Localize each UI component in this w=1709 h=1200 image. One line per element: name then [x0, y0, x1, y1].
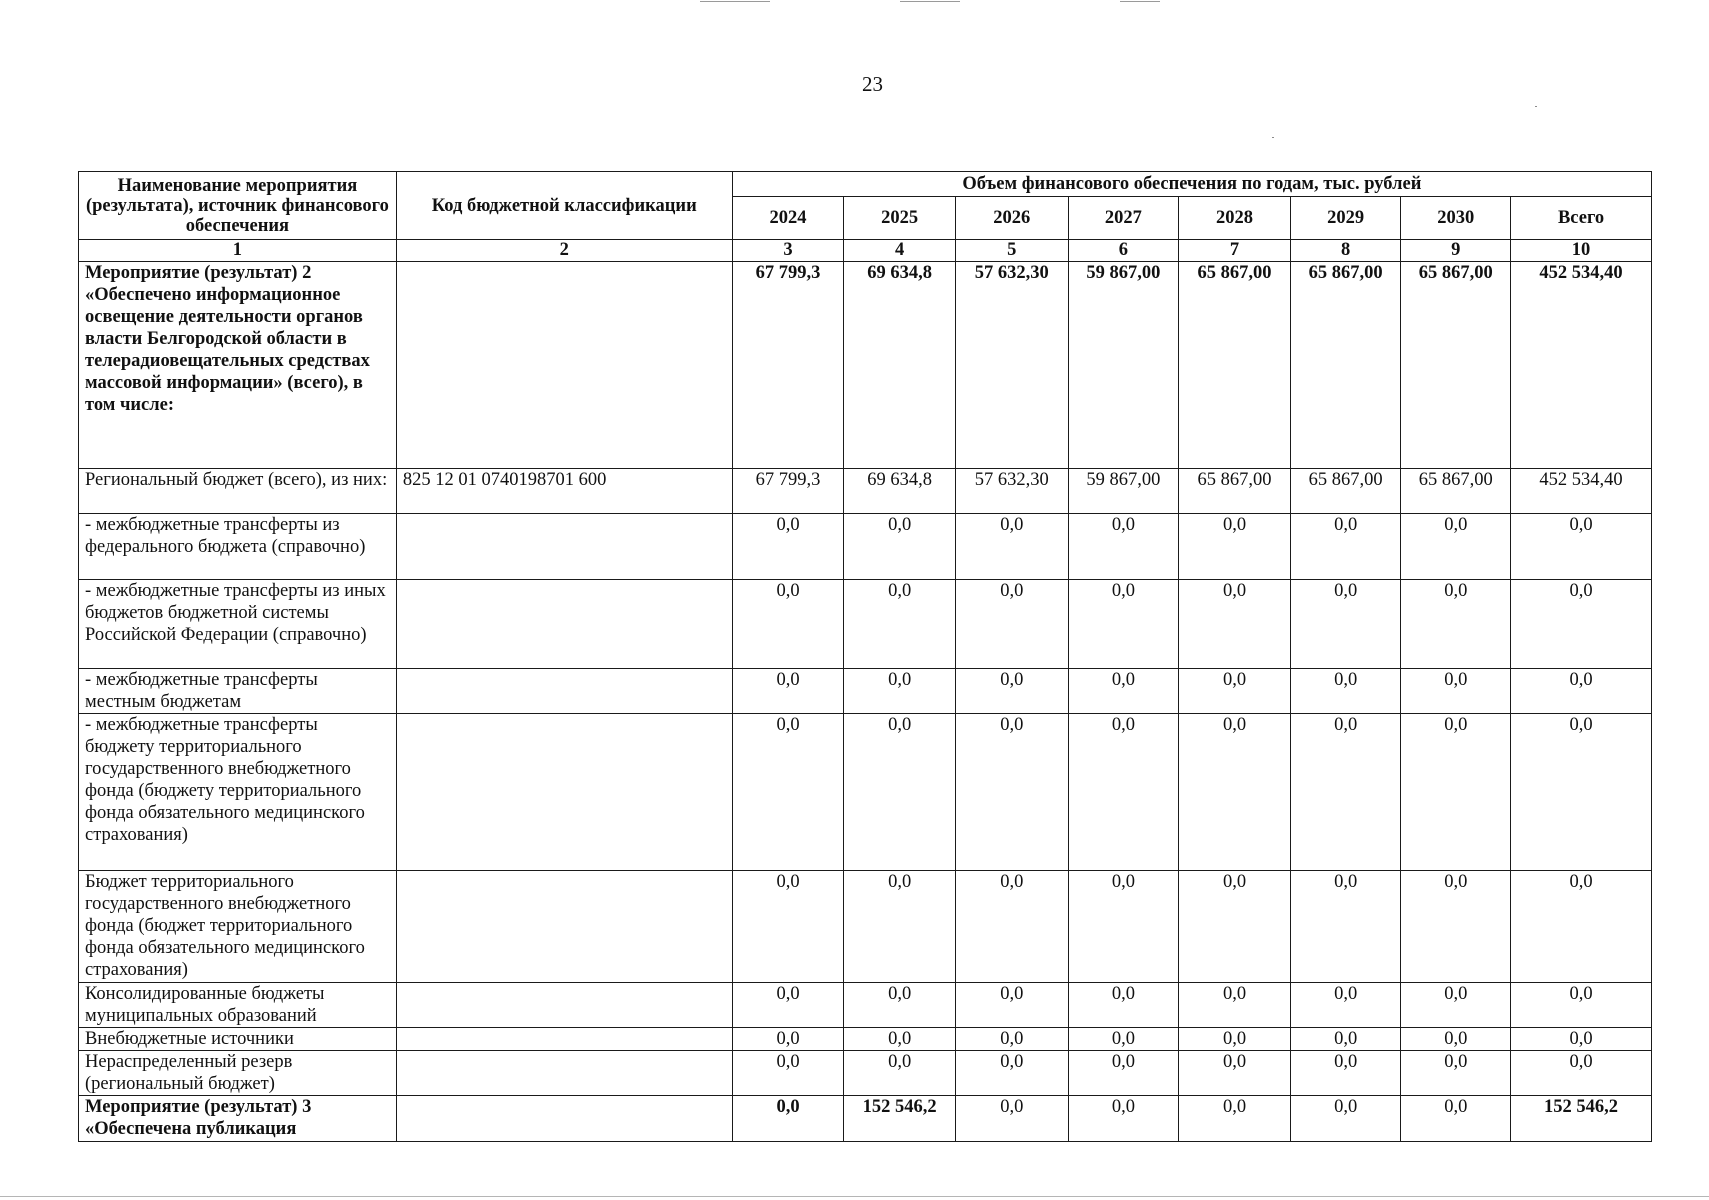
row-year-value: 0,0 — [844, 1051, 956, 1096]
row-name: - межбюджетные трансферты бюджету территориального государственного внебюджетного фонда (бюджету территориального фонда обязательного медицинского страхования) — [79, 714, 397, 871]
row-year-value: 59 867,00 — [1068, 262, 1179, 469]
row-year-value: 0,0 — [844, 1028, 956, 1051]
table-row — [79, 1028, 1652, 1051]
row-budget-code — [396, 1096, 732, 1142]
header-code: Код бюджетной классификации — [396, 172, 732, 240]
row-year-value: 0,0 — [1290, 514, 1401, 580]
row-budget-code — [396, 580, 732, 669]
header-year: 2026 — [955, 197, 1068, 240]
row-year-value: 0,0 — [732, 1028, 844, 1051]
row-year-value: 0,0 — [1290, 1096, 1401, 1142]
row-year-value: 0,0 — [1068, 669, 1179, 714]
row-budget-code — [396, 262, 732, 469]
row-total-value: 0,0 — [1511, 983, 1652, 1028]
row-budget-code — [396, 514, 732, 580]
row-year-value: 0,0 — [1068, 1096, 1179, 1142]
row-name: - межбюджетные трансферты из иных бюджетов бюджетной системы Российской Федерации (справочно) — [79, 580, 397, 669]
row-year-value: 0,0 — [1179, 1051, 1291, 1096]
row-year-value: 0,0 — [955, 714, 1068, 871]
row-name: Мероприятие (результат) 2 «Обеспечено информационное освещение деятельности органов власти Белгородской области в телерадиовещательных средствах массовой информации» (всего), в том числе: — [79, 262, 397, 469]
row-year-value: 0,0 — [1290, 1051, 1401, 1096]
row-year-value: 0,0 — [955, 1028, 1068, 1051]
row-year-value: 69 634,8 — [844, 469, 956, 514]
row-year-value: 0,0 — [1179, 871, 1291, 983]
row-year-value: 0,0 — [1179, 714, 1291, 871]
row-total-value: 0,0 — [1511, 1028, 1652, 1051]
row-year-value: 65 867,00 — [1290, 262, 1401, 469]
row-budget-code — [396, 1028, 732, 1051]
row-year-value: 67 799,3 — [732, 262, 844, 469]
header-year: 2027 — [1068, 197, 1179, 240]
row-budget-code — [396, 1051, 732, 1096]
row-year-value: 0,0 — [1068, 514, 1179, 580]
column-number: 7 — [1179, 240, 1291, 262]
row-year-value: 0,0 — [1290, 1028, 1401, 1051]
row-budget-code — [396, 871, 732, 983]
scan-artifact-top — [900, 1, 960, 2]
row-year-value: 0,0 — [955, 1096, 1068, 1142]
row-year-value: 0,0 — [955, 580, 1068, 669]
column-number: 6 — [1068, 240, 1179, 262]
row-budget-code — [396, 983, 732, 1028]
row-total-value: 152 546,2 — [1511, 1096, 1652, 1142]
row-name: - межбюджетные трансферты местным бюджетам — [79, 669, 397, 714]
scan-artifact-bottom — [0, 1196, 1709, 1197]
row-total-value: 0,0 — [1511, 580, 1652, 669]
row-year-value: 0,0 — [732, 1051, 844, 1096]
row-year-value: 0,0 — [955, 983, 1068, 1028]
scan-artifact-dot — [1535, 106, 1537, 107]
table-row — [79, 1096, 1652, 1142]
row-year-value: 0,0 — [1068, 714, 1179, 871]
column-number: 5 — [955, 240, 1068, 262]
header-total: Всего — [1511, 197, 1652, 240]
row-year-value: 0,0 — [732, 669, 844, 714]
row-year-value: 0,0 — [1068, 1028, 1179, 1051]
row-year-value: 0,0 — [1401, 871, 1511, 983]
table-row — [79, 514, 1652, 580]
row-year-value: 0,0 — [732, 871, 844, 983]
header-year: 2030 — [1401, 197, 1511, 240]
row-year-value: 0,0 — [844, 871, 956, 983]
row-year-value: 0,0 — [732, 1096, 844, 1142]
row-year-value: 0,0 — [1401, 983, 1511, 1028]
row-total-value: 0,0 — [1511, 714, 1652, 871]
row-budget-code — [396, 669, 732, 714]
header-year: 2029 — [1290, 197, 1401, 240]
scan-artifact-top — [700, 1, 770, 2]
row-name: - межбюджетные трансферты из федерального бюджета (справочно) — [79, 514, 397, 580]
table-row — [79, 871, 1652, 983]
row-name: Мероприятие (результат) 3 «Обеспечена публикация — [79, 1096, 397, 1142]
row-year-value: 0,0 — [844, 669, 956, 714]
column-number: 9 — [1401, 240, 1511, 262]
row-name: Внебюджетные источники — [79, 1028, 397, 1051]
row-name: Нераспределенный резерв (региональный бюджет) — [79, 1051, 397, 1096]
header-year: 2028 — [1179, 197, 1291, 240]
row-year-value: 0,0 — [1179, 1028, 1291, 1051]
table-row — [79, 1051, 1652, 1096]
scan-artifact-top — [1120, 1, 1160, 2]
row-year-value: 0,0 — [844, 983, 956, 1028]
column-number: 3 — [732, 240, 844, 262]
row-year-value: 0,0 — [1068, 871, 1179, 983]
row-name: Консолидированные бюджеты муниципальных образований — [79, 983, 397, 1028]
row-year-value: 0,0 — [1068, 580, 1179, 669]
table-row — [79, 714, 1652, 871]
row-year-value: 0,0 — [1179, 580, 1291, 669]
row-year-value: 65 867,00 — [1290, 469, 1401, 514]
row-year-value: 69 634,8 — [844, 262, 956, 469]
row-year-value: 0,0 — [732, 580, 844, 669]
row-year-value: 0,0 — [1068, 983, 1179, 1028]
header-year: 2025 — [844, 197, 956, 240]
row-year-value: 0,0 — [1068, 1051, 1179, 1096]
row-year-value: 0,0 — [955, 1051, 1068, 1096]
row-year-value: 65 867,00 — [1401, 262, 1511, 469]
header-name: Наименование мероприятия (результата), источник финансового обеспечения — [79, 172, 397, 240]
page-number: 23 — [862, 72, 883, 96]
row-year-value: 0,0 — [955, 669, 1068, 714]
row-total-value: 0,0 — [1511, 1051, 1652, 1096]
header-year: 2024 — [732, 197, 844, 240]
row-year-value: 0,0 — [1401, 714, 1511, 871]
row-total-value: 0,0 — [1511, 669, 1652, 714]
table-row — [79, 983, 1652, 1028]
row-year-value: 57 632,30 — [955, 262, 1068, 469]
row-year-value: 65 867,00 — [1179, 469, 1291, 514]
scan-artifact-dot — [1272, 137, 1274, 138]
row-total-value: 452 534,40 — [1511, 262, 1652, 469]
row-year-value: 65 867,00 — [1179, 262, 1291, 469]
row-budget-code — [396, 714, 732, 871]
row-year-value: 0,0 — [1290, 714, 1401, 871]
row-year-value: 57 632,30 — [955, 469, 1068, 514]
column-number: 2 — [396, 240, 732, 262]
row-year-value: 0,0 — [1179, 1096, 1291, 1142]
row-year-value: 67 799,3 — [732, 469, 844, 514]
row-year-value: 0,0 — [732, 514, 844, 580]
row-year-value: 59 867,00 — [1068, 469, 1179, 514]
row-year-value: 0,0 — [732, 983, 844, 1028]
row-year-value: 0,0 — [1290, 669, 1401, 714]
row-year-value: 0,0 — [844, 514, 956, 580]
table-row — [79, 580, 1652, 669]
row-year-value: 0,0 — [844, 580, 956, 669]
row-year-value: 65 867,00 — [1401, 469, 1511, 514]
table-row — [79, 669, 1652, 714]
row-total-value: 452 534,40 — [1511, 469, 1652, 514]
row-year-value: 0,0 — [1401, 1096, 1511, 1142]
row-year-value: 0,0 — [1290, 983, 1401, 1028]
row-year-value: 0,0 — [1401, 669, 1511, 714]
row-budget-code: 825 12 01 0740198701 600 — [396, 469, 732, 514]
row-year-value: 0,0 — [1290, 871, 1401, 983]
table-row — [79, 469, 1652, 514]
row-year-value: 0,0 — [1401, 580, 1511, 669]
table-row — [79, 262, 1652, 469]
row-year-value: 0,0 — [955, 514, 1068, 580]
row-year-value: 0,0 — [1401, 1028, 1511, 1051]
row-year-value: 0,0 — [732, 714, 844, 871]
row-year-value: 0,0 — [844, 714, 956, 871]
row-total-value: 0,0 — [1511, 871, 1652, 983]
row-year-value: 0,0 — [1401, 514, 1511, 580]
row-year-value: 152 546,2 — [844, 1096, 956, 1142]
row-year-value: 0,0 — [1290, 580, 1401, 669]
column-number: 8 — [1290, 240, 1401, 262]
financing-table — [78, 171, 1652, 1142]
row-year-value: 0,0 — [1179, 514, 1291, 580]
column-number: 10 — [1511, 240, 1652, 262]
header-volume: Объем финансового обеспечения по годам, тыс. рублей — [732, 172, 1651, 197]
column-number: 4 — [844, 240, 956, 262]
row-year-value: 0,0 — [1179, 669, 1291, 714]
row-total-value: 0,0 — [1511, 514, 1652, 580]
row-year-value: 0,0 — [1401, 1051, 1511, 1096]
row-name: Региональный бюджет (всего), из них: — [79, 469, 397, 514]
row-year-value: 0,0 — [955, 871, 1068, 983]
column-number: 1 — [79, 240, 397, 262]
row-name: Бюджет территориального государственного внебюджетного фонда (бюджет территориального фонда обязательного медицинского страхования) — [79, 871, 397, 983]
row-year-value: 0,0 — [1179, 983, 1291, 1028]
